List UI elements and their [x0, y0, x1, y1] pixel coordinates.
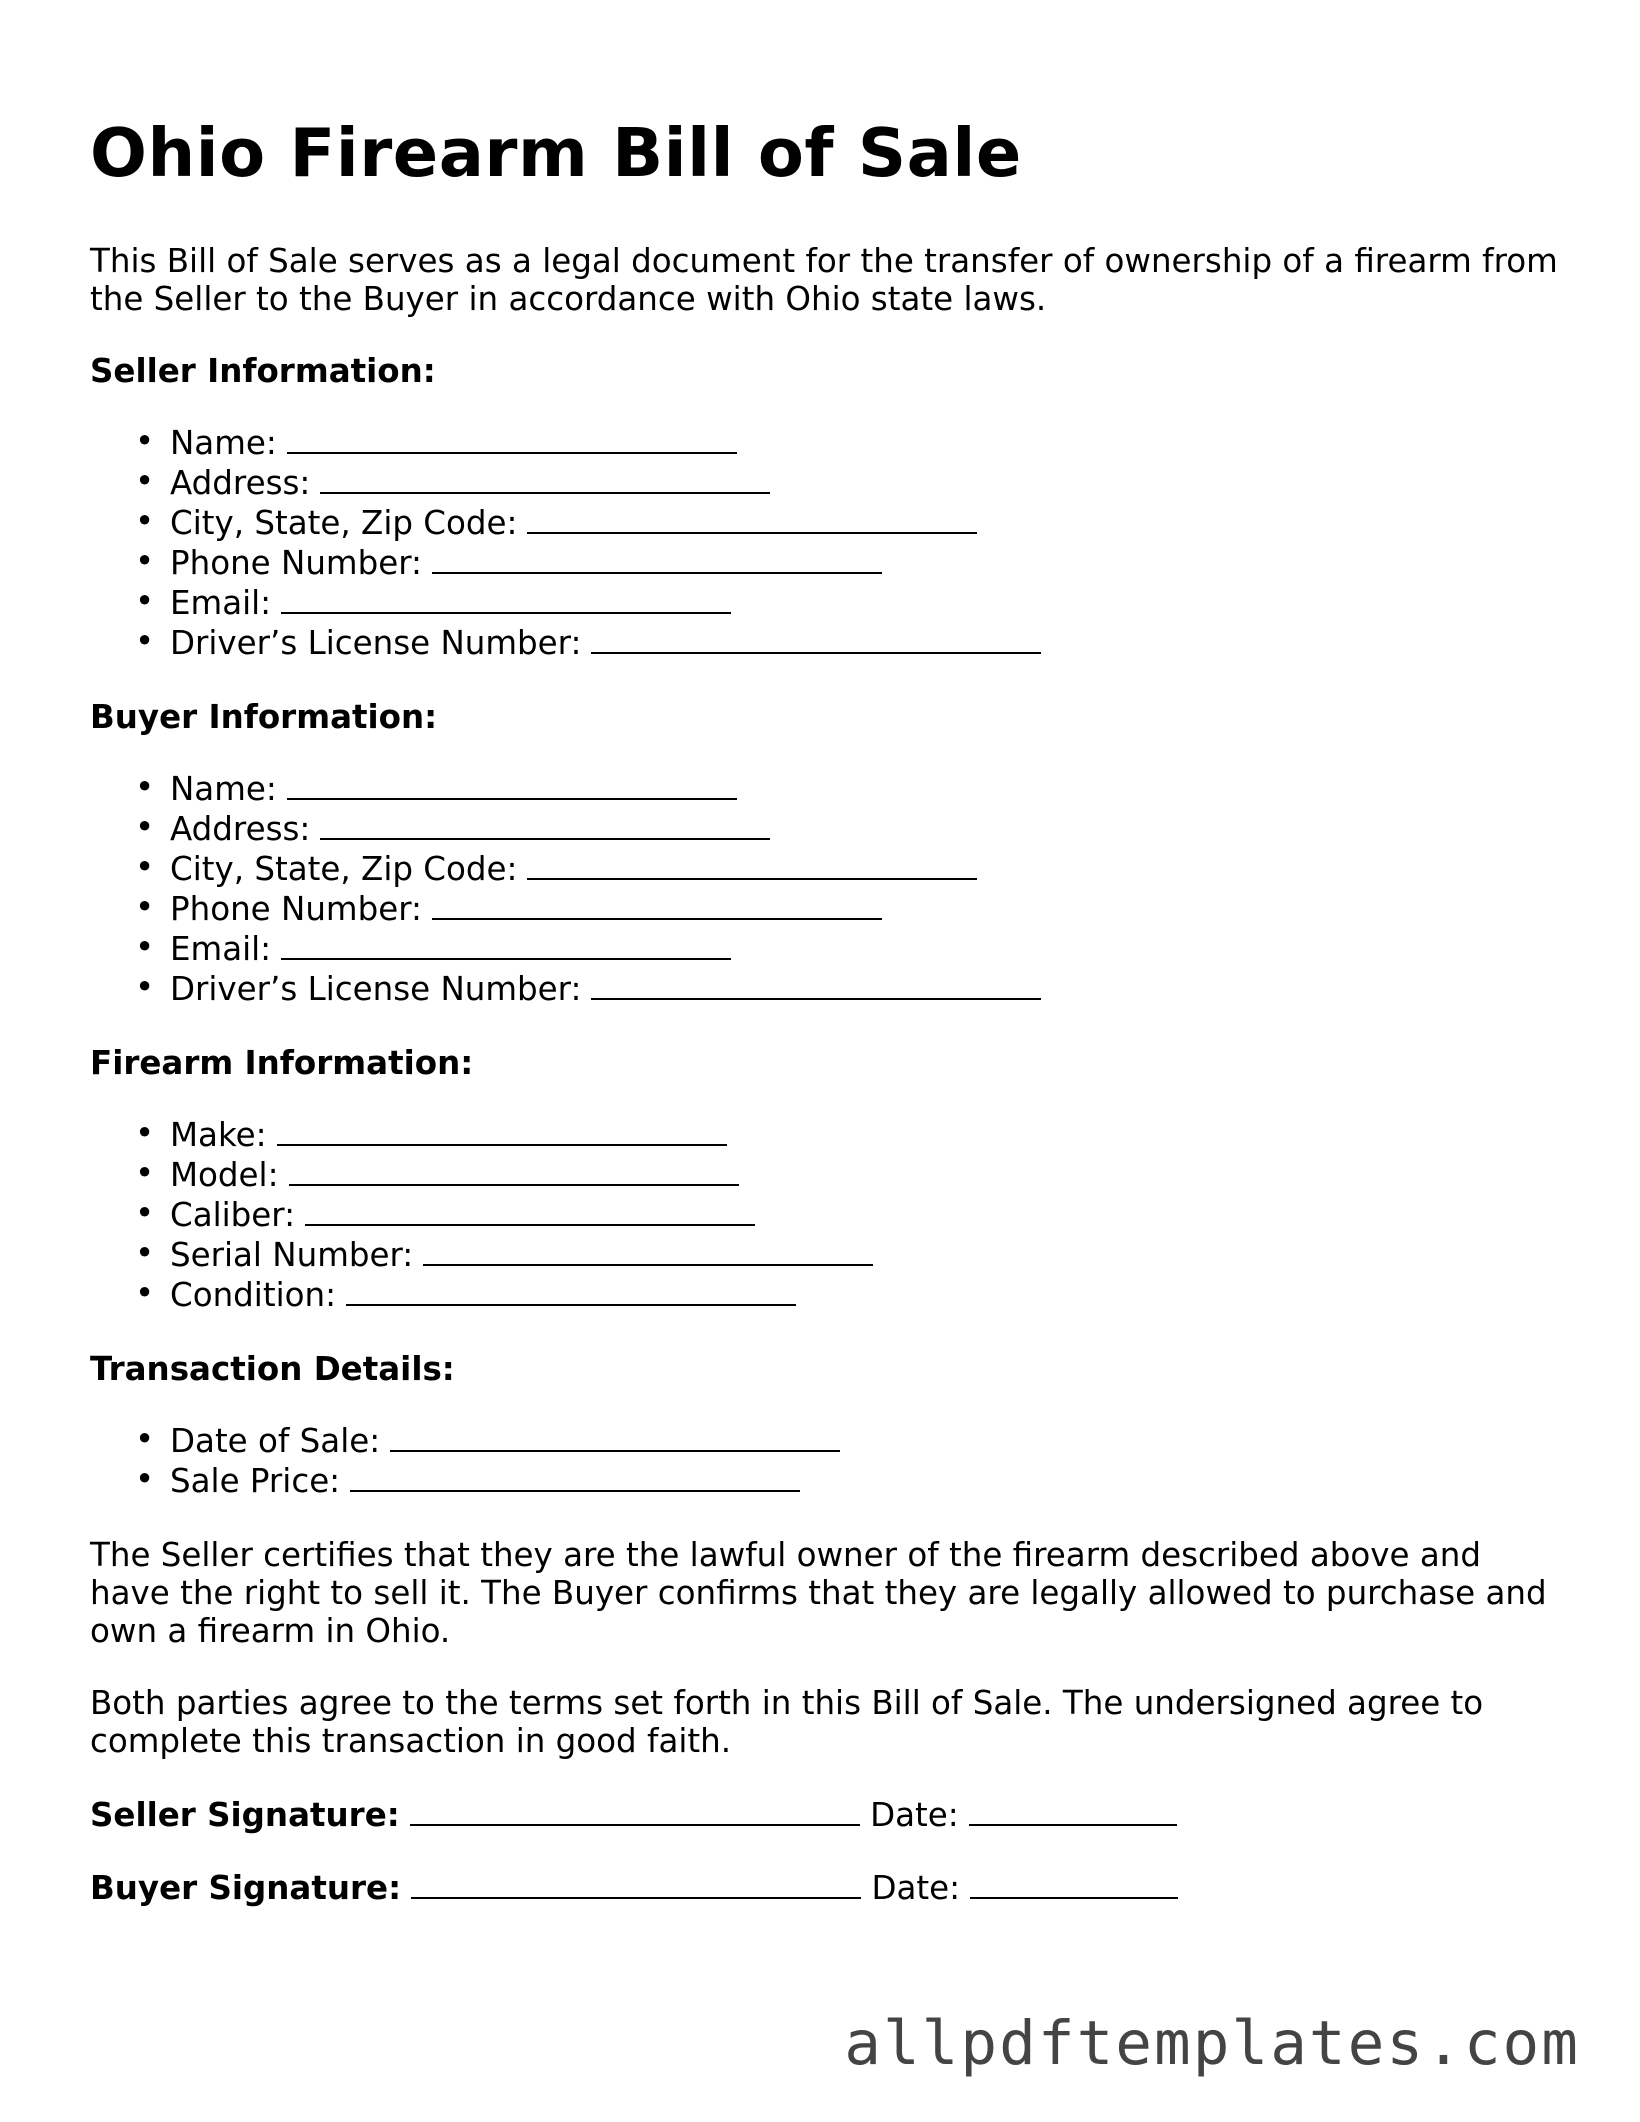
seller-email-blank[interactable] [281, 582, 731, 614]
seller-address-field [90, 462, 1570, 502]
buyer-phone-field [90, 888, 1570, 928]
buyer-signature-line [90, 1867, 1570, 1907]
firearm-caliber-field [90, 1194, 1570, 1234]
bullet-icon: • [135, 888, 155, 926]
field-label: City, State, Zip Code: [170, 504, 518, 542]
seller-phone-field [90, 542, 1570, 582]
field-label: Driver’s License Number: [170, 624, 582, 662]
firearm-model-field [90, 1154, 1570, 1194]
buyer-signature-blank[interactable] [411, 1867, 861, 1899]
seller-date-label: Date: [870, 1796, 959, 1834]
firearm-serial-field [90, 1234, 1570, 1274]
bullet-icon: • [135, 462, 155, 500]
bullet-icon: • [135, 1420, 155, 1458]
agreement-paragraph: Both parties agree to the terms set forth in this Bill of Sale. The undersigned agree to complete this transaction in good faith. [90, 1684, 1484, 1760]
seller-address-blank[interactable] [320, 462, 770, 494]
buyer-city-state-zip-field [90, 848, 1570, 888]
bullet-icon: • [135, 542, 155, 580]
buyer-city-state-zip-blank[interactable] [527, 848, 977, 880]
buyer-email-field [90, 928, 1570, 968]
seller-name-field [90, 422, 1570, 462]
seller-section-heading: Seller Information: [90, 352, 436, 390]
field-label: Name: [170, 424, 277, 462]
bullet-icon: • [135, 422, 155, 460]
buyer-license-field [90, 968, 1570, 1008]
field-label: City, State, Zip Code: [170, 850, 518, 888]
transaction-section-heading: Transaction Details: [90, 1350, 455, 1388]
firearm-make-field [90, 1114, 1570, 1154]
seller-city-state-zip-blank[interactable] [527, 502, 977, 534]
firearm-make-blank[interactable] [277, 1114, 727, 1146]
bullet-icon: • [135, 1114, 155, 1152]
field-label: Condition: [170, 1276, 337, 1314]
buyer-section-heading: Buyer Information: [90, 698, 438, 736]
buyer-license-blank[interactable] [591, 968, 1041, 1000]
field-label: Serial Number: [170, 1236, 414, 1274]
bullet-icon: • [135, 1234, 155, 1272]
seller-city-state-zip-field [90, 502, 1570, 542]
date-of-sale-blank[interactable] [390, 1420, 840, 1452]
seller-signature-blank[interactable] [410, 1794, 860, 1826]
firearm-condition-blank[interactable] [346, 1274, 796, 1306]
bill-of-sale-document [90, 112, 1570, 1940]
sale-price-blank[interactable] [350, 1460, 800, 1492]
bullet-icon: • [135, 928, 155, 966]
seller-fields-list [90, 422, 1570, 662]
bullet-icon: • [135, 1154, 155, 1192]
firearm-caliber-blank[interactable] [305, 1194, 755, 1226]
bullet-icon: • [135, 502, 155, 540]
sale-price-field [90, 1460, 1570, 1500]
certification-paragraph: The Seller certifies that they are the lawful owner of the firearm described above and have the right to sell it. The Buyer confirms that they are legally allowed to purchase and own a firearm in Ohio. [90, 1536, 1547, 1650]
field-label: Model: [170, 1156, 279, 1194]
watermark-text: allpdftemplates.com [844, 2008, 1580, 2079]
intro-paragraph: This Bill of Sale serves as a legal document for the transfer of ownership of a firearm from the Seller to the Buyer in accordance with Ohio state laws. [90, 242, 1558, 318]
field-label: Driver’s License Number: [170, 970, 582, 1008]
buyer-name-blank[interactable] [287, 768, 737, 800]
field-label: Address: [170, 464, 311, 502]
field-label: Email: [170, 930, 272, 968]
buyer-fields-list [90, 768, 1570, 1008]
field-label: Email: [170, 584, 272, 622]
firearm-serial-blank[interactable] [423, 1234, 873, 1266]
bullet-icon: • [135, 768, 155, 806]
field-label: Phone Number: [170, 890, 422, 928]
document-title: Ohio Firearm Bill of Sale [90, 114, 1022, 192]
firearm-fields-list [90, 1114, 1570, 1314]
bullet-icon: • [135, 1274, 155, 1312]
buyer-name-field [90, 768, 1570, 808]
buyer-date-blank[interactable] [970, 1867, 1178, 1899]
seller-signature-line [90, 1794, 1570, 1834]
seller-license-blank[interactable] [591, 622, 1041, 654]
field-label: Make: [170, 1116, 267, 1154]
bullet-icon: • [135, 808, 155, 846]
buyer-phone-blank[interactable] [432, 888, 882, 920]
buyer-address-blank[interactable] [320, 808, 770, 840]
date-of-sale-field [90, 1420, 1570, 1460]
field-label: Date of Sale: [170, 1422, 381, 1460]
firearm-model-blank[interactable] [289, 1154, 739, 1186]
seller-phone-blank[interactable] [432, 542, 882, 574]
bullet-icon: • [135, 968, 155, 1006]
field-label: Caliber: [170, 1196, 296, 1234]
buyer-date-label: Date: [871, 1869, 961, 1907]
bullet-icon: • [135, 582, 155, 620]
bullet-icon: • [135, 1194, 155, 1232]
buyer-email-blank[interactable] [281, 928, 731, 960]
field-label: Name: [170, 770, 277, 808]
firearm-condition-field [90, 1274, 1570, 1314]
seller-email-field [90, 582, 1570, 622]
bullet-icon: • [135, 848, 155, 886]
buyer-signature-label: Buyer Signature: [90, 1869, 402, 1907]
seller-name-blank[interactable] [287, 422, 737, 454]
bullet-icon: • [135, 1460, 155, 1498]
seller-license-field [90, 622, 1570, 662]
firearm-section-heading: Firearm Information: [90, 1044, 474, 1082]
transaction-fields-list [90, 1420, 1570, 1500]
field-label: Address: [170, 810, 311, 848]
seller-signature-label: Seller Signature: [90, 1796, 400, 1834]
field-label: Sale Price: [170, 1462, 341, 1500]
field-label: Phone Number: [170, 544, 422, 582]
buyer-address-field [90, 808, 1570, 848]
seller-date-blank[interactable] [969, 1794, 1177, 1826]
bullet-icon: • [135, 622, 155, 660]
